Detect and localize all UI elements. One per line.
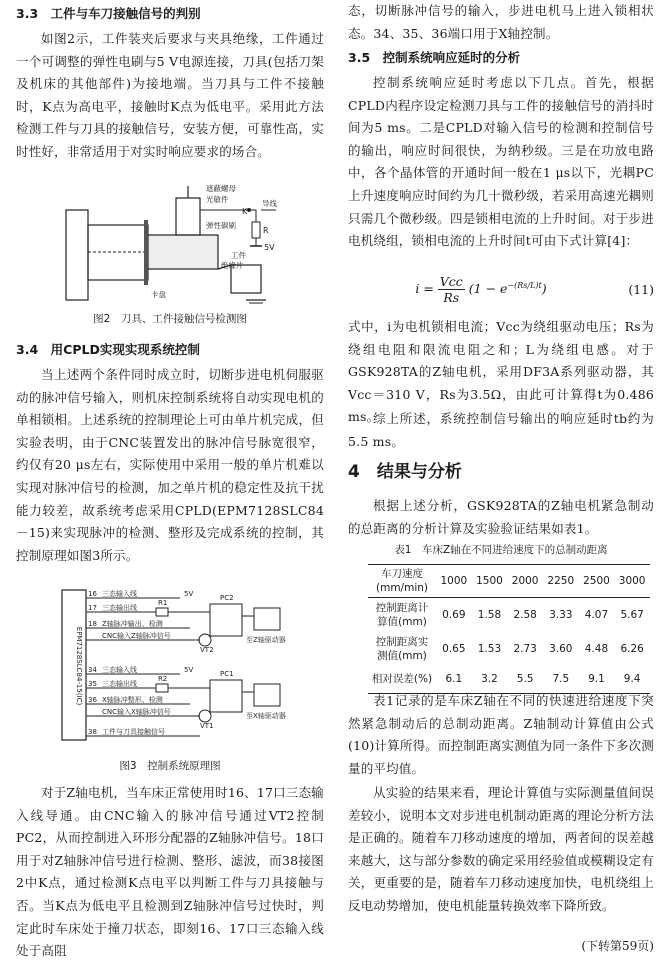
fig3-label-l1: 三态输入线: [102, 590, 137, 598]
equation-11: [348, 268, 654, 310]
table-cell: 3.2: [472, 666, 508, 694]
table-cell: 3.33: [549, 608, 573, 621]
equation-denominator: Rs: [443, 289, 460, 305]
table-cell: 9.4: [614, 666, 650, 694]
fig3-label-5v-b: 5V: [184, 666, 194, 674]
fig2-label-insulator: 绝缘片: [221, 261, 244, 270]
equation-mid: (1 − e: [468, 280, 508, 296]
table-cell: 2.73: [513, 642, 537, 655]
section-3-5-paragraph: 控制系统响应延时考虑以下几点。首先，根据CPLD内程序设定检测刀具与工件的接触信号的消抖时间为5 ms。二是CPLD对输入信号的检测和控制信号的输出，响应时间很快，为纳秒级。三是在功放电路中，各个晶体管的开通时间一般在1 μs以下，光耦PC上升速度响应时间约为几十微秒级，若采用高速光耦则只需几个微秒级。四是锁相电流的上升时间。对于步进电机绕组，锁相电流的上升时间t可由下式计算[4]：: [348, 75, 654, 249]
section-3-5-heading: 3.5 控制系统响应延时的分析: [348, 50, 521, 65]
section-3-4-heading: 3.4 用CPLD实现实现系统控制: [16, 342, 200, 357]
fig3-pin-34: 34: [88, 666, 97, 674]
section-4-paragraph: 根据上述分析，GSK928TA的Z轴电机紧急制动的总距离的分析计算及实验验证结果如表1。: [348, 498, 654, 536]
table-cell: 3.60: [549, 642, 573, 655]
table-cell: 2.58: [513, 608, 537, 621]
fig3-label-z-driver: 至Z轴驱动器: [246, 636, 286, 644]
fig3-label-pc2: PC2: [220, 594, 234, 602]
fig3-label-l9: 工件与刀具接触信号: [102, 728, 165, 736]
table-header-label: 车刀速度(mm/min): [368, 565, 436, 598]
fig3-label-5v-a: 5V: [184, 590, 194, 598]
fig3-pin-35: 35: [88, 680, 97, 688]
table-cell: 6.1: [436, 666, 472, 694]
equation-body: [348, 274, 614, 305]
fig3-label-l3: Z轴脉冲输出、检测: [102, 620, 163, 628]
section-3-5-paragraph-2: 式中，i为电机锁相电流；Vcc为绕组驱动电压；Rs为绕组电阻和限流电阻之和；L为绕组电感。对于GSK928TA的Z轴电机，采用DF3A系列驱动器，其Vcc＝310 V，Rs为3.5Ω，由此可计算得t为0.486 ms。: [348, 319, 654, 425]
fig3-label-l7: X轴脉冲整形、检测: [102, 696, 163, 704]
table-header-speed: 2500: [579, 565, 615, 598]
fig3-label-l8: CNC输入X轴脉冲信号: [102, 708, 171, 716]
fig2-label-5v: 5V: [264, 243, 275, 252]
fig2-label-brush: 光敏件: [206, 195, 229, 204]
table-header-speed: 1500: [472, 565, 508, 598]
figure-2: [56, 180, 296, 305]
table-header-speed: 3000: [614, 565, 650, 598]
fig2-label-workpiece: 工件: [231, 251, 246, 260]
table-row-label: 相对误差(%): [368, 666, 436, 694]
table-cell: 0.65: [442, 642, 466, 655]
fig2-label-chuck: 卡盘: [151, 290, 166, 299]
figure-3-drawing: [60, 586, 290, 746]
fig3-label-l2: 三态输出线: [102, 604, 137, 612]
equation-close: ): [541, 280, 547, 296]
fig3-label-r2: R2: [158, 675, 168, 683]
table-cell: 6.26: [620, 642, 644, 655]
figure-2-drawing: [56, 180, 296, 305]
equation-fraction: [438, 274, 465, 305]
section-4-paragraph-3: 从实验的结果来看，理论计算值与实际测量值间误差较小，说明本文对步进电机制动距离的理论分析方法是正确的。随着车刀移动速度的增加，两者间的误差越来越大，这与部分参数的确定采用经验值或模糊设定有关，更重要的是，随着车刀移动速度加快，电机绕组上反电动势增加，使电机能量转换效率下降所致。: [348, 785, 654, 913]
table-cell: 5.67: [620, 608, 644, 621]
figure-2-caption: 图2 刀具、工件接触信号检测图: [93, 313, 247, 325]
fig2-label-wire: 导线: [262, 199, 277, 208]
fig3-pin-16: 16: [88, 590, 97, 598]
table-header-speed: 2000: [507, 565, 543, 598]
section-3-3-heading: 3.3 工件与车刀接触信号的判别: [16, 6, 201, 21]
fig3-label-vt2: VT2: [200, 646, 214, 654]
equation-numerator: Vcc: [439, 273, 463, 289]
fig3-chip-label: EPM7128SLC84-15(IC): [75, 626, 83, 706]
table-cell: 7.5: [543, 666, 579, 694]
table-row-label: 控制距离计算值(mm): [375, 601, 429, 628]
fig3-label-l4: CNC输入Z轴脉冲信号: [102, 632, 171, 640]
fig3-pin-18: 18: [88, 620, 97, 628]
table-row: [368, 598, 650, 632]
fig3-label-r1: R1: [158, 599, 168, 607]
fig2-label-r: R: [263, 226, 269, 235]
fig3-pin-17: 17: [88, 604, 97, 612]
equation-lhs: i =: [415, 280, 434, 296]
equation-number: (11): [628, 281, 654, 297]
fig2-label-spring-screw: 遮蔽螺母: [206, 184, 236, 193]
section-4-heading: 4 结果与分析: [348, 462, 462, 482]
fig3-label-pc1: PC1: [220, 670, 234, 678]
table-cell: 4.48: [584, 642, 609, 655]
table-cell: 1.58: [477, 608, 502, 621]
table-cell: 9.1: [579, 666, 615, 694]
continued-paragraph: 态，切断脉冲信号的输入，步进电机马上进入锁相状态。34、35、36端口用于X轴控制。: [348, 3, 654, 41]
table-cell: 1.53: [477, 642, 502, 655]
table-row: [368, 632, 650, 666]
table-cell: 0.69: [442, 608, 466, 621]
table-1: [368, 564, 650, 694]
table-cell: 4.07: [584, 608, 609, 621]
continued-note: (下转第59页): [581, 939, 654, 953]
fig2-label-spring: 弹性碳刷: [206, 221, 236, 230]
table-header-row: [368, 565, 650, 598]
fig3-label-vt1: VT1: [200, 722, 214, 730]
section-3-5-paragraph-3: 综上所述，系统控制信号输出的响应延时tb约为5.5 ms。: [348, 411, 654, 449]
section-3-4-paragraph: 当上述两个条件同时成立时，切断步进电机伺服驱动的脉冲信号输入，则机床控制系统将自动实现电机的单相锁相。上述系统的控制理论上可由单片机完成，但实验表明，由于CNC装置发出的脉冲信号脉宽很窄，约仅有20 μs左右，实际使用中采用一般的单片机难以实现对脉冲信号的检测，加之单片机的稳定性及抗干扰能力较差，故系统考虑采用CPLD(EPM7128SLC84－15)来实现脉冲的检测、整形及完成系统的控制，其控制原理如图3所示。: [16, 367, 324, 563]
fig2-label-k: K: [242, 207, 248, 216]
fig3-label-l6: 三态输出线: [102, 680, 137, 688]
section-3-4-paragraph-2: 对于Z轴电机，当车床正常使用时16、17口三态输入线导通。由CNC输入的脉冲信号通过VT2控制PC2，从而控制进入环形分配器的Z轴脉冲信号。18口用于对Z轴脉冲信号进行检测、整形、滤波，而38接图2中K点，通过检测K点电平以判断工件与刀具接触与否。当K点为低电平且检测到Z轴脉冲信号过快时，判定此时车床处于撞刀状态，即刻16、17口三态输入线处于高阻: [16, 785, 324, 959]
fig3-label-l5: 三态输入线: [102, 666, 137, 674]
section-3-3-paragraph: 如图2示，工件装夹后要求与夹具绝缘，工件通过一个可调整的弹性电刷与5 V电源连接，刀具(包括刀架及机床的其他部件)为接地端。当刀具与工件不接触时，K点为高电平，接触时K点为低电平。采用此方法检测工件与刀具的接触信号，安装方便，可靠性高，实时性好，非常适用于对实时响应要求的场合。: [16, 31, 324, 159]
section-4-paragraph-2: 表1记录的是车床Z轴在不同的快速进给速度下突然紧急制动后的总制动距离。Z轴制动计算值由公式(10)计算所得。而控制距离实测值为同一条件下多次测量的平均值。: [348, 693, 654, 776]
table-header-speed: 1000: [436, 565, 472, 598]
fig3-pin-36: 36: [88, 696, 97, 704]
table-1-caption: 表1 车床Z轴在不同进给速度下的总制动距离: [394, 544, 608, 556]
equation-exponent: −(Rs/L)t: [507, 280, 542, 290]
figure-3: [60, 586, 290, 746]
fig3-label-x-driver: 至X轴驱动器: [246, 712, 286, 720]
table-cell: 5.5: [507, 666, 543, 694]
table-header-speed: 2250: [543, 565, 579, 598]
table-row-label: 控制距离实测值(mm): [375, 635, 429, 662]
fig3-pin-38: 38: [88, 728, 97, 736]
figure-3-caption: 图3 控制系统原理图: [119, 760, 221, 772]
